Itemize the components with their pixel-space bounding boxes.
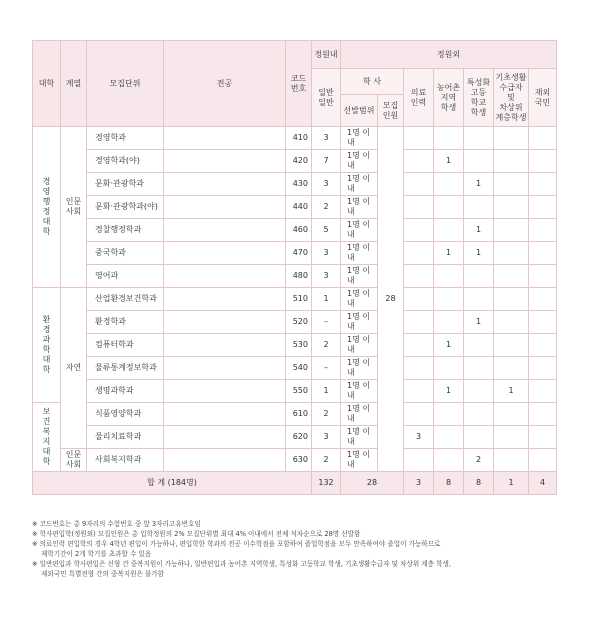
major-cell bbox=[164, 173, 286, 196]
table-row bbox=[33, 127, 557, 150]
specialized-cell bbox=[464, 150, 494, 173]
total-general: 132 bbox=[312, 472, 341, 495]
footnote: ※ 일반편입과 학사편입은 선형 간 중복지원이 가능하나, 일반편입과 농어촌 지역학생, 특성화 고등학교 학생, 기초생활수급자 및 차상위 계층 학생, bbox=[32, 560, 451, 568]
medical-cell bbox=[404, 196, 434, 219]
major-cell bbox=[164, 150, 286, 173]
unit-name: 영어과 bbox=[87, 265, 164, 288]
header-select-range: 선발범위 bbox=[341, 95, 378, 127]
unit-name: 환경학과 bbox=[87, 311, 164, 334]
general-cell: 2 bbox=[312, 403, 341, 426]
basic-cell bbox=[494, 449, 529, 472]
basic-cell bbox=[494, 426, 529, 449]
specialized-cell: 1 bbox=[464, 173, 494, 196]
rural-cell bbox=[434, 426, 464, 449]
medical-cell bbox=[404, 150, 434, 173]
general-cell: 7 bbox=[312, 150, 341, 173]
table-row bbox=[33, 265, 557, 288]
basic-cell bbox=[494, 265, 529, 288]
major-cell bbox=[164, 403, 286, 426]
table-row bbox=[33, 288, 557, 311]
header-rural: 농어촌 지역 학생 bbox=[434, 69, 464, 127]
rural-cell: 1 bbox=[434, 242, 464, 265]
table-row bbox=[33, 150, 557, 173]
basic-cell: 1 bbox=[494, 380, 529, 403]
table-row bbox=[33, 449, 557, 472]
medical-cell bbox=[404, 380, 434, 403]
general-cell: 2 bbox=[312, 449, 341, 472]
unit-name: 문화·관광학과 bbox=[87, 173, 164, 196]
header-outside-quota: 정원외 bbox=[341, 41, 557, 69]
unit-name: 문화·관광학과(야) bbox=[87, 196, 164, 219]
footnote: ※ 학사편입학(정원외) 모집인원은 총 입학정원의 2% 모집단위별 최대 4% 이내에서 전체 석차순으로 28명 선발함 bbox=[32, 530, 361, 538]
overseas-cell bbox=[529, 196, 557, 219]
rural-cell bbox=[434, 196, 464, 219]
specialized-cell bbox=[464, 357, 494, 380]
unit-name: 중국학과 bbox=[87, 242, 164, 265]
table-row bbox=[33, 380, 557, 403]
unit-name: 경영학과(야) bbox=[87, 150, 164, 173]
footnote-continuation: 재외국민 특별전형 간의 중복지원은 불가함 bbox=[41, 570, 165, 578]
unit-name: 경영학과 bbox=[87, 127, 164, 150]
medical-cell: 3 bbox=[404, 426, 434, 449]
major-cell bbox=[164, 265, 286, 288]
footnotes bbox=[32, 519, 562, 579]
code-cell: 410 bbox=[286, 127, 312, 150]
medical-cell bbox=[404, 403, 434, 426]
overseas-cell bbox=[529, 357, 557, 380]
general-cell: 3 bbox=[312, 127, 341, 150]
unit-name: 식품영양학과 bbox=[87, 403, 164, 426]
specialized-cell bbox=[464, 127, 494, 150]
basic-cell bbox=[494, 127, 529, 150]
header-college: 대학 bbox=[33, 41, 61, 127]
basic-cell bbox=[494, 150, 529, 173]
basic-cell bbox=[494, 242, 529, 265]
total-specialized: 8 bbox=[464, 472, 494, 495]
footnote: ※ 의료인력 편입학의 경우 4학년 편입이 가능하나, 편입학한 학과의 전공 이수학점을 포함하여 졸업학점을 모두 만족하여야 졸업이 가능하므로 bbox=[32, 540, 441, 548]
total-rural: 8 bbox=[434, 472, 464, 495]
table-row bbox=[33, 173, 557, 196]
general-cell: 1 bbox=[312, 288, 341, 311]
range-cell: 1명 이내 bbox=[341, 449, 378, 472]
major-cell bbox=[164, 196, 286, 219]
major-cell bbox=[164, 242, 286, 265]
header-track: 계열 bbox=[61, 41, 87, 127]
code-cell: 480 bbox=[286, 265, 312, 288]
range-cell: 1명 이내 bbox=[341, 334, 378, 357]
total-overseas: 4 bbox=[529, 472, 557, 495]
unit-name: 물리치료학과 bbox=[87, 426, 164, 449]
general-cell: 1 bbox=[312, 380, 341, 403]
medical-cell bbox=[404, 357, 434, 380]
unit-name: 경찰행정학과 bbox=[87, 219, 164, 242]
specialized-cell bbox=[464, 403, 494, 426]
overseas-cell bbox=[529, 380, 557, 403]
overseas-cell bbox=[529, 449, 557, 472]
major-cell bbox=[164, 311, 286, 334]
range-cell: 1명 이내 bbox=[341, 426, 378, 449]
general-cell: 3 bbox=[312, 265, 341, 288]
rural-cell bbox=[434, 127, 464, 150]
overseas-cell bbox=[529, 127, 557, 150]
table-row bbox=[33, 426, 557, 449]
total-row bbox=[33, 472, 557, 495]
basic-cell bbox=[494, 334, 529, 357]
header-basic-living: 기초생활 수급자 및 차상위 계층학생 bbox=[494, 69, 529, 127]
rural-cell: 1 bbox=[434, 334, 464, 357]
medical-cell bbox=[404, 173, 434, 196]
rural-cell bbox=[434, 173, 464, 196]
specialized-cell: 1 bbox=[464, 242, 494, 265]
rural-cell bbox=[434, 357, 464, 380]
overseas-cell bbox=[529, 150, 557, 173]
overseas-cell bbox=[529, 219, 557, 242]
specialized-cell bbox=[464, 265, 494, 288]
table-row bbox=[33, 403, 557, 426]
code-cell: 550 bbox=[286, 380, 312, 403]
overseas-cell bbox=[529, 426, 557, 449]
specialized-cell: 1 bbox=[464, 311, 494, 334]
total-label: 합 계 (184명) bbox=[33, 472, 312, 495]
major-cell bbox=[164, 127, 286, 150]
header-unit: 모집단위 bbox=[87, 41, 164, 127]
major-cell bbox=[164, 288, 286, 311]
range-cell: 1명 이내 bbox=[341, 173, 378, 196]
code-cell: 430 bbox=[286, 173, 312, 196]
code-cell: 470 bbox=[286, 242, 312, 265]
unit-name: 생명과학과 bbox=[87, 380, 164, 403]
header-bachelor: 학 사 bbox=[341, 69, 404, 95]
medical-cell bbox=[404, 449, 434, 472]
basic-cell bbox=[494, 357, 529, 380]
overseas-cell bbox=[529, 265, 557, 288]
code-cell: 530 bbox=[286, 334, 312, 357]
header-recruit: 모집 인원 bbox=[378, 95, 404, 127]
unit-name: 컴퓨터학과 bbox=[87, 334, 164, 357]
range-cell: 1명 이내 bbox=[341, 127, 378, 150]
range-cell: 1명 이내 bbox=[341, 196, 378, 219]
rural-cell bbox=[434, 311, 464, 334]
code-cell: 520 bbox=[286, 311, 312, 334]
medical-cell bbox=[404, 219, 434, 242]
total-recruit: 28 bbox=[341, 472, 404, 495]
overseas-cell bbox=[529, 173, 557, 196]
specialized-cell bbox=[464, 380, 494, 403]
footnote-continuation: 재학기간이 2개 학기를 초과할 수 있음 bbox=[41, 550, 152, 558]
general-cell: 5 bbox=[312, 219, 341, 242]
basic-cell bbox=[494, 403, 529, 426]
range-cell: 1명 이내 bbox=[341, 403, 378, 426]
rural-cell: 1 bbox=[434, 380, 464, 403]
header-overseas: 재외 국민 bbox=[529, 69, 557, 127]
rural-cell: 1 bbox=[434, 150, 464, 173]
code-cell: 440 bbox=[286, 196, 312, 219]
specialized-cell bbox=[464, 426, 494, 449]
overseas-cell bbox=[529, 403, 557, 426]
medical-cell bbox=[404, 265, 434, 288]
specialized-cell: 2 bbox=[464, 449, 494, 472]
college-env: 환 경 과 학 대 학 bbox=[33, 288, 61, 403]
track-natural: 자연 bbox=[61, 288, 87, 449]
overseas-cell bbox=[529, 311, 557, 334]
range-cell: 1명 이내 bbox=[341, 357, 378, 380]
range-cell: 1명 이내 bbox=[341, 150, 378, 173]
table-row bbox=[33, 357, 557, 380]
code-cell: 420 bbox=[286, 150, 312, 173]
medical-cell bbox=[404, 311, 434, 334]
track-humanities-2: 인문 사회 bbox=[61, 449, 87, 472]
code-cell: 610 bbox=[286, 403, 312, 426]
overseas-cell bbox=[529, 288, 557, 311]
specialized-cell bbox=[464, 288, 494, 311]
medical-cell bbox=[404, 334, 434, 357]
unit-name: 물류통계정보학과 bbox=[87, 357, 164, 380]
range-cell: 1명 이내 bbox=[341, 265, 378, 288]
header-within-quota: 정원내 bbox=[312, 41, 341, 69]
major-cell bbox=[164, 426, 286, 449]
table-row bbox=[33, 242, 557, 265]
specialized-cell: 1 bbox=[464, 219, 494, 242]
general-cell: – bbox=[312, 357, 341, 380]
medical-cell bbox=[404, 242, 434, 265]
specialized-cell bbox=[464, 334, 494, 357]
overseas-cell bbox=[529, 334, 557, 357]
basic-cell bbox=[494, 311, 529, 334]
header-medical: 의료 인력 bbox=[404, 69, 434, 127]
header-specialized: 특성화 고등 학교 학생 bbox=[464, 69, 494, 127]
total-basic: 1 bbox=[494, 472, 529, 495]
code-cell: 620 bbox=[286, 426, 312, 449]
overseas-cell bbox=[529, 242, 557, 265]
basic-cell bbox=[494, 173, 529, 196]
rural-cell bbox=[434, 288, 464, 311]
range-cell: 1명 이내 bbox=[341, 380, 378, 403]
basic-cell bbox=[494, 196, 529, 219]
major-cell bbox=[164, 334, 286, 357]
medical-cell bbox=[404, 288, 434, 311]
specialized-cell bbox=[464, 196, 494, 219]
table-row bbox=[33, 311, 557, 334]
college-business: 경 영 행 정 대 학 bbox=[33, 127, 61, 288]
general-cell: 3 bbox=[312, 242, 341, 265]
general-cell: 3 bbox=[312, 426, 341, 449]
rural-cell bbox=[434, 449, 464, 472]
medical-cell bbox=[404, 127, 434, 150]
code-cell: 460 bbox=[286, 219, 312, 242]
shared-recruit-cell: 28 bbox=[378, 127, 404, 472]
track-humanities: 인문 사회 bbox=[61, 127, 87, 288]
table-row bbox=[33, 334, 557, 357]
code-cell: 510 bbox=[286, 288, 312, 311]
major-cell bbox=[164, 449, 286, 472]
rural-cell bbox=[434, 219, 464, 242]
rural-cell bbox=[434, 265, 464, 288]
table-row bbox=[33, 196, 557, 219]
code-cell: 540 bbox=[286, 357, 312, 380]
admission-table bbox=[32, 40, 557, 495]
general-cell: 3 bbox=[312, 173, 341, 196]
major-cell bbox=[164, 380, 286, 403]
unit-name: 사회복지학과 bbox=[87, 449, 164, 472]
total-medical: 3 bbox=[404, 472, 434, 495]
major-cell bbox=[164, 219, 286, 242]
range-cell: 1명 이내 bbox=[341, 219, 378, 242]
general-cell: 2 bbox=[312, 334, 341, 357]
general-cell: – bbox=[312, 311, 341, 334]
basic-cell bbox=[494, 288, 529, 311]
table-row bbox=[33, 219, 557, 242]
general-cell: 2 bbox=[312, 196, 341, 219]
major-cell bbox=[164, 357, 286, 380]
range-cell: 1명 이내 bbox=[341, 288, 378, 311]
rural-cell bbox=[434, 403, 464, 426]
footnote: ※ 코드번호는 총 9자리의 수험번호 중 앞 3자리고유번호임 bbox=[32, 520, 201, 528]
basic-cell bbox=[494, 219, 529, 242]
header-code: 코드 번호 bbox=[286, 41, 312, 127]
college-health: 보 건 복 지 대 학 bbox=[33, 403, 61, 472]
header-major: 전공 bbox=[164, 41, 286, 127]
range-cell: 1명 이내 bbox=[341, 311, 378, 334]
range-cell: 1명 이내 bbox=[341, 242, 378, 265]
code-cell: 630 bbox=[286, 449, 312, 472]
unit-name: 산업환경보건학과 bbox=[87, 288, 164, 311]
header-general: 일반 일반 bbox=[312, 69, 341, 127]
